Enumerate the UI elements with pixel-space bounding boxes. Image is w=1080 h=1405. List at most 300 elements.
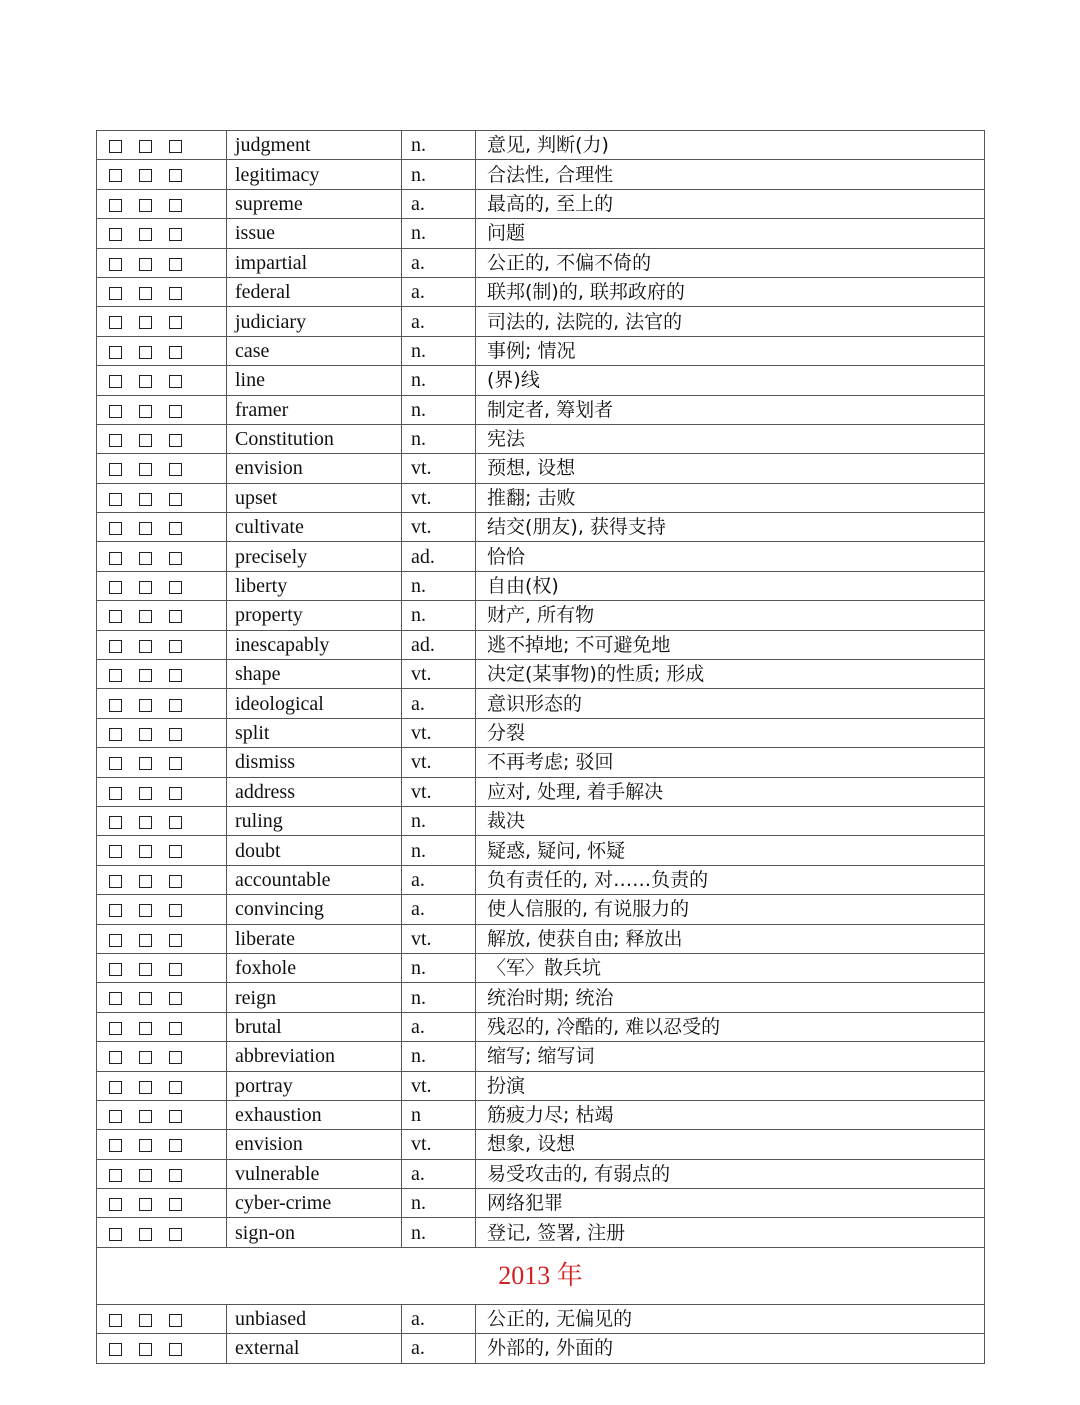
review-checkboxes — [97, 160, 227, 189]
part-of-speech: n. — [402, 953, 476, 982]
review-checkboxes — [97, 336, 227, 365]
part-of-speech: n. — [402, 219, 476, 248]
part-of-speech: a. — [402, 248, 476, 277]
definition: 筋疲力尽; 枯竭 — [476, 1100, 985, 1129]
review-checkbox-3[interactable] — [169, 228, 182, 241]
review-checkboxes — [97, 1218, 227, 1247]
review-checkbox-1[interactable] — [109, 669, 122, 682]
review-checkbox-2[interactable] — [139, 1051, 152, 1064]
review-checkboxes — [97, 1189, 227, 1218]
review-checkboxes — [97, 1304, 227, 1333]
vocab-row — [97, 483, 985, 512]
review-checkbox-1[interactable] — [109, 1314, 122, 1327]
review-checkbox-1[interactable] — [109, 963, 122, 976]
review-checkbox-3[interactable] — [169, 934, 182, 947]
vocab-word: supreme — [227, 189, 402, 218]
definition: 恰恰 — [476, 542, 985, 571]
review-checkbox-1[interactable] — [109, 1081, 122, 1094]
review-checkbox-1[interactable] — [109, 552, 122, 565]
review-checkbox-3[interactable] — [169, 816, 182, 829]
definition: 自由(权) — [476, 571, 985, 600]
vocab-word: shape — [227, 660, 402, 689]
definition: 预想, 设想 — [476, 454, 985, 483]
definition: 统治时期; 统治 — [476, 983, 985, 1012]
definition: 财产, 所有物 — [476, 601, 985, 630]
review-checkbox-2[interactable] — [139, 1081, 152, 1094]
vocab-word: vulnerable — [227, 1159, 402, 1188]
definition: 外部的, 外面的 — [476, 1334, 985, 1363]
vocabulary-table-body — [97, 131, 985, 1364]
vocab-word: legitimacy — [227, 160, 402, 189]
review-checkbox-1[interactable] — [109, 816, 122, 829]
review-checkbox-3[interactable] — [169, 904, 182, 917]
part-of-speech: n. — [402, 1042, 476, 1071]
vocab-row — [97, 1334, 985, 1363]
vocab-row — [97, 1100, 985, 1129]
review-checkbox-3[interactable] — [169, 1051, 182, 1064]
definition: 分裂 — [476, 718, 985, 747]
vocab-row — [97, 542, 985, 571]
review-checkboxes — [97, 836, 227, 865]
vocab-row — [97, 806, 985, 835]
vocab-word: envision — [227, 1130, 402, 1159]
review-checkbox-2[interactable] — [139, 787, 152, 800]
vocab-word: sign-on — [227, 1218, 402, 1247]
review-checkbox-1[interactable] — [109, 493, 122, 506]
review-checkbox-1[interactable] — [109, 699, 122, 712]
vocab-row — [97, 924, 985, 953]
review-checkbox-2[interactable] — [139, 463, 152, 476]
definition: 结交(朋友), 获得支持 — [476, 513, 985, 542]
vocab-word: dismiss — [227, 748, 402, 777]
definition: 联邦(制)的, 联邦政府的 — [476, 277, 985, 306]
vocab-row — [97, 248, 985, 277]
review-checkbox-1[interactable] — [109, 258, 122, 271]
review-checkboxes — [97, 307, 227, 336]
definition: 想象, 设想 — [476, 1130, 985, 1159]
review-checkboxes — [97, 630, 227, 659]
review-checkbox-2[interactable] — [139, 405, 152, 418]
vocab-row — [97, 366, 985, 395]
vocab-row — [97, 1012, 985, 1041]
part-of-speech: a. — [402, 1159, 476, 1188]
review-checkbox-2[interactable] — [139, 934, 152, 947]
review-checkboxes — [97, 895, 227, 924]
review-checkbox-3[interactable] — [169, 699, 182, 712]
review-checkbox-3[interactable] — [169, 522, 182, 535]
vocab-word: reign — [227, 983, 402, 1012]
review-checkboxes — [97, 689, 227, 718]
review-checkbox-3[interactable] — [169, 1081, 182, 1094]
part-of-speech: n. — [402, 571, 476, 600]
definition: 公正的, 无偏见的 — [476, 1304, 985, 1333]
review-checkbox-2[interactable] — [139, 581, 152, 594]
review-checkbox-2[interactable] — [139, 1314, 152, 1327]
review-checkbox-3[interactable] — [169, 1343, 182, 1356]
review-checkbox-2[interactable] — [139, 610, 152, 623]
definition: 事例; 情况 — [476, 336, 985, 365]
review-checkbox-1[interactable] — [109, 1051, 122, 1064]
review-checkbox-1[interactable] — [109, 757, 122, 770]
review-checkbox-1[interactable] — [109, 728, 122, 741]
review-checkbox-3[interactable] — [169, 346, 182, 359]
review-checkboxes — [97, 277, 227, 306]
review-checkbox-3[interactable] — [169, 757, 182, 770]
vocab-row — [97, 983, 985, 1012]
vocab-word: unbiased — [227, 1304, 402, 1333]
review-checkbox-3[interactable] — [169, 1169, 182, 1182]
vocab-row — [97, 513, 985, 542]
part-of-speech: vt. — [402, 1071, 476, 1100]
review-checkbox-2[interactable] — [139, 434, 152, 447]
vocab-word: precisely — [227, 542, 402, 571]
review-checkboxes — [97, 983, 227, 1012]
review-checkbox-1[interactable] — [109, 845, 122, 858]
review-checkbox-2[interactable] — [139, 493, 152, 506]
review-checkboxes — [97, 924, 227, 953]
year-heading-row — [97, 1247, 985, 1304]
review-checkbox-1[interactable] — [109, 904, 122, 917]
review-checkbox-3[interactable] — [169, 875, 182, 888]
definition: 负有责任的, 对……负责的 — [476, 865, 985, 894]
review-checkboxes — [97, 366, 227, 395]
review-checkbox-3[interactable] — [169, 375, 182, 388]
review-checkbox-1[interactable] — [109, 934, 122, 947]
review-checkbox-1[interactable] — [109, 1198, 122, 1211]
review-checkboxes — [97, 219, 227, 248]
vocab-row — [97, 1159, 985, 1188]
definition: 疑惑, 疑问, 怀疑 — [476, 836, 985, 865]
review-checkbox-2[interactable] — [139, 904, 152, 917]
review-checkbox-1[interactable] — [109, 610, 122, 623]
vocab-row — [97, 1071, 985, 1100]
review-checkbox-3[interactable] — [169, 258, 182, 271]
review-checkbox-1[interactable] — [109, 1343, 122, 1356]
review-checkboxes — [97, 953, 227, 982]
definition: 裁决 — [476, 806, 985, 835]
review-checkbox-1[interactable] — [109, 375, 122, 388]
review-checkbox-2[interactable] — [139, 140, 152, 153]
vocab-row — [97, 1130, 985, 1159]
review-checkbox-1[interactable] — [109, 346, 122, 359]
part-of-speech: vt. — [402, 777, 476, 806]
part-of-speech: vt. — [402, 660, 476, 689]
review-checkbox-2[interactable] — [139, 1110, 152, 1123]
part-of-speech: a. — [402, 689, 476, 718]
review-checkbox-3[interactable] — [169, 287, 182, 300]
definition: 宪法 — [476, 424, 985, 453]
review-checkbox-3[interactable] — [169, 963, 182, 976]
vocab-word: doubt — [227, 836, 402, 865]
vocab-word: abbreviation — [227, 1042, 402, 1071]
part-of-speech: vt. — [402, 513, 476, 542]
vocab-row — [97, 836, 985, 865]
part-of-speech: vt. — [402, 454, 476, 483]
definition: 缩写; 缩写词 — [476, 1042, 985, 1071]
review-checkbox-3[interactable] — [169, 1314, 182, 1327]
review-checkboxes — [97, 1071, 227, 1100]
review-checkboxes — [97, 1042, 227, 1071]
vocab-word: liberty — [227, 571, 402, 600]
vocab-word: portray — [227, 1071, 402, 1100]
review-checkbox-3[interactable] — [169, 1198, 182, 1211]
year-heading: 2013 年 — [97, 1247, 985, 1304]
review-checkboxes — [97, 601, 227, 630]
review-checkbox-3[interactable] — [169, 640, 182, 653]
definition: 应对, 处理, 着手解决 — [476, 777, 985, 806]
review-checkbox-1[interactable] — [109, 316, 122, 329]
review-checkbox-1[interactable] — [109, 1139, 122, 1152]
part-of-speech: vt. — [402, 748, 476, 777]
part-of-speech: a. — [402, 277, 476, 306]
review-checkboxes — [97, 748, 227, 777]
review-checkboxes — [97, 865, 227, 894]
definition: 合法性, 合理性 — [476, 160, 985, 189]
vocab-row — [97, 424, 985, 453]
review-checkbox-1[interactable] — [109, 992, 122, 1005]
review-checkbox-2[interactable] — [139, 552, 152, 565]
vocab-word: cyber-crime — [227, 1189, 402, 1218]
definition: 问题 — [476, 219, 985, 248]
review-checkboxes — [97, 131, 227, 160]
part-of-speech: a. — [402, 189, 476, 218]
review-checkbox-1[interactable] — [109, 1110, 122, 1123]
review-checkbox-2[interactable] — [139, 640, 152, 653]
vocab-row — [97, 454, 985, 483]
review-checkbox-3[interactable] — [169, 493, 182, 506]
review-checkbox-1[interactable] — [109, 875, 122, 888]
definition: 司法的, 法院的, 法官的 — [476, 307, 985, 336]
vocab-row — [97, 601, 985, 630]
review-checkbox-3[interactable] — [169, 140, 182, 153]
review-checkbox-2[interactable] — [139, 199, 152, 212]
part-of-speech: a. — [402, 1012, 476, 1041]
vocab-row — [97, 307, 985, 336]
vocabulary-table — [96, 130, 985, 1364]
vocab-word: Constitution — [227, 424, 402, 453]
review-checkbox-2[interactable] — [139, 757, 152, 770]
definition: 网络犯罪 — [476, 1189, 985, 1218]
review-checkbox-2[interactable] — [139, 1228, 152, 1241]
review-checkbox-2[interactable] — [139, 875, 152, 888]
review-checkboxes — [97, 483, 227, 512]
review-checkbox-1[interactable] — [109, 140, 122, 153]
review-checkbox-2[interactable] — [139, 699, 152, 712]
definition: 解放, 使获自由; 释放出 — [476, 924, 985, 953]
review-checkbox-2[interactable] — [139, 992, 152, 1005]
review-checkbox-3[interactable] — [169, 316, 182, 329]
vocab-row — [97, 953, 985, 982]
part-of-speech: a. — [402, 1334, 476, 1363]
vocab-row — [97, 336, 985, 365]
review-checkbox-1[interactable] — [109, 1022, 122, 1035]
vocab-row — [97, 571, 985, 600]
review-checkbox-3[interactable] — [169, 787, 182, 800]
part-of-speech: n. — [402, 131, 476, 160]
vocab-word: impartial — [227, 248, 402, 277]
vocab-row — [97, 630, 985, 659]
review-checkboxes — [97, 542, 227, 571]
review-checkbox-3[interactable] — [169, 199, 182, 212]
review-checkboxes — [97, 1100, 227, 1129]
vocab-row — [97, 718, 985, 747]
part-of-speech: vt. — [402, 1130, 476, 1159]
vocab-row — [97, 131, 985, 160]
part-of-speech: n. — [402, 983, 476, 1012]
vocab-row — [97, 777, 985, 806]
vocab-word: federal — [227, 277, 402, 306]
review-checkbox-1[interactable] — [109, 581, 122, 594]
review-checkboxes — [97, 454, 227, 483]
review-checkboxes — [97, 1334, 227, 1363]
review-checkbox-2[interactable] — [139, 287, 152, 300]
review-checkbox-2[interactable] — [139, 522, 152, 535]
definition: 不再考虑; 驳回 — [476, 748, 985, 777]
definition: 残忍的, 冷酷的, 难以忍受的 — [476, 1012, 985, 1041]
review-checkbox-1[interactable] — [109, 199, 122, 212]
definition: 登记, 签署, 注册 — [476, 1218, 985, 1247]
part-of-speech: ad. — [402, 542, 476, 571]
review-checkbox-3[interactable] — [169, 463, 182, 476]
review-checkbox-2[interactable] — [139, 375, 152, 388]
review-checkbox-2[interactable] — [139, 816, 152, 829]
review-checkbox-3[interactable] — [169, 728, 182, 741]
review-checkboxes — [97, 513, 227, 542]
review-checkbox-3[interactable] — [169, 845, 182, 858]
part-of-speech: a. — [402, 895, 476, 924]
review-checkbox-1[interactable] — [109, 787, 122, 800]
vocab-word: ideological — [227, 689, 402, 718]
review-checkbox-3[interactable] — [169, 669, 182, 682]
review-checkboxes — [97, 718, 227, 747]
definition: 最高的, 至上的 — [476, 189, 985, 218]
review-checkbox-2[interactable] — [139, 228, 152, 241]
review-checkbox-1[interactable] — [109, 640, 122, 653]
review-checkboxes — [97, 1159, 227, 1188]
review-checkboxes — [97, 189, 227, 218]
vocab-row — [97, 895, 985, 924]
review-checkbox-1[interactable] — [109, 287, 122, 300]
vocab-word: accountable — [227, 865, 402, 894]
review-checkbox-1[interactable] — [109, 228, 122, 241]
review-checkbox-2[interactable] — [139, 1139, 152, 1152]
vocab-word: inescapably — [227, 630, 402, 659]
review-checkbox-1[interactable] — [109, 1228, 122, 1241]
vocab-row — [97, 689, 985, 718]
review-checkbox-1[interactable] — [109, 169, 122, 182]
review-checkbox-2[interactable] — [139, 728, 152, 741]
vocab-word: address — [227, 777, 402, 806]
vocab-word: line — [227, 366, 402, 395]
review-checkbox-2[interactable] — [139, 258, 152, 271]
review-checkbox-2[interactable] — [139, 963, 152, 976]
vocab-word: exhaustion — [227, 1100, 402, 1129]
definition: (界)线 — [476, 366, 985, 395]
definition: 扮演 — [476, 1071, 985, 1100]
definition: 意识形态的 — [476, 689, 985, 718]
definition: 公正的, 不偏不倚的 — [476, 248, 985, 277]
vocab-word: ruling — [227, 806, 402, 835]
review-checkbox-2[interactable] — [139, 316, 152, 329]
vocab-row — [97, 865, 985, 894]
review-checkbox-2[interactable] — [139, 1022, 152, 1035]
vocab-word: framer — [227, 395, 402, 424]
vocab-row — [97, 1304, 985, 1333]
definition: 〈军〉散兵坑 — [476, 953, 985, 982]
vocab-row — [97, 660, 985, 689]
vocab-word: foxhole — [227, 953, 402, 982]
vocab-word: envision — [227, 454, 402, 483]
review-checkbox-2[interactable] — [139, 845, 152, 858]
vocab-word: split — [227, 718, 402, 747]
vocab-word: judiciary — [227, 307, 402, 336]
part-of-speech: vt. — [402, 718, 476, 747]
review-checkboxes — [97, 660, 227, 689]
part-of-speech: n. — [402, 601, 476, 630]
review-checkbox-1[interactable] — [109, 463, 122, 476]
review-checkbox-3[interactable] — [169, 992, 182, 1005]
vocab-word: property — [227, 601, 402, 630]
review-checkbox-2[interactable] — [139, 1169, 152, 1182]
part-of-speech: n. — [402, 160, 476, 189]
review-checkboxes — [97, 806, 227, 835]
review-checkbox-3[interactable] — [169, 434, 182, 447]
review-checkbox-2[interactable] — [139, 1343, 152, 1356]
review-checkbox-1[interactable] — [109, 405, 122, 418]
review-checkboxes — [97, 777, 227, 806]
review-checkbox-3[interactable] — [169, 1228, 182, 1241]
vocab-row — [97, 1218, 985, 1247]
vocab-row — [97, 1189, 985, 1218]
review-checkbox-2[interactable] — [139, 346, 152, 359]
vocab-word: brutal — [227, 1012, 402, 1041]
vocab-row — [97, 277, 985, 306]
vocab-row — [97, 748, 985, 777]
review-checkbox-3[interactable] — [169, 405, 182, 418]
vocab-word: external — [227, 1334, 402, 1363]
review-checkbox-3[interactable] — [169, 1110, 182, 1123]
review-checkbox-3[interactable] — [169, 552, 182, 565]
part-of-speech: a. — [402, 307, 476, 336]
review-checkbox-3[interactable] — [169, 1022, 182, 1035]
part-of-speech: n. — [402, 336, 476, 365]
vocab-row — [97, 395, 985, 424]
part-of-speech: a. — [402, 1304, 476, 1333]
part-of-speech: n. — [402, 836, 476, 865]
vocab-row — [97, 219, 985, 248]
definition: 逃不掉地; 不可避免地 — [476, 630, 985, 659]
review-checkbox-1[interactable] — [109, 434, 122, 447]
review-checkbox-3[interactable] — [169, 610, 182, 623]
review-checkboxes — [97, 424, 227, 453]
vocab-word: upset — [227, 483, 402, 512]
definition: 易受攻击的, 有弱点的 — [476, 1159, 985, 1188]
part-of-speech: vt. — [402, 483, 476, 512]
review-checkbox-2[interactable] — [139, 1198, 152, 1211]
review-checkbox-3[interactable] — [169, 1139, 182, 1152]
review-checkbox-2[interactable] — [139, 669, 152, 682]
part-of-speech: vt. — [402, 924, 476, 953]
review-checkbox-1[interactable] — [109, 1169, 122, 1182]
review-checkboxes — [97, 1130, 227, 1159]
review-checkbox-3[interactable] — [169, 581, 182, 594]
review-checkbox-3[interactable] — [169, 169, 182, 182]
part-of-speech: n. — [402, 1218, 476, 1247]
vocab-word: liberate — [227, 924, 402, 953]
review-checkbox-1[interactable] — [109, 522, 122, 535]
review-checkbox-2[interactable] — [139, 169, 152, 182]
part-of-speech: a. — [402, 865, 476, 894]
